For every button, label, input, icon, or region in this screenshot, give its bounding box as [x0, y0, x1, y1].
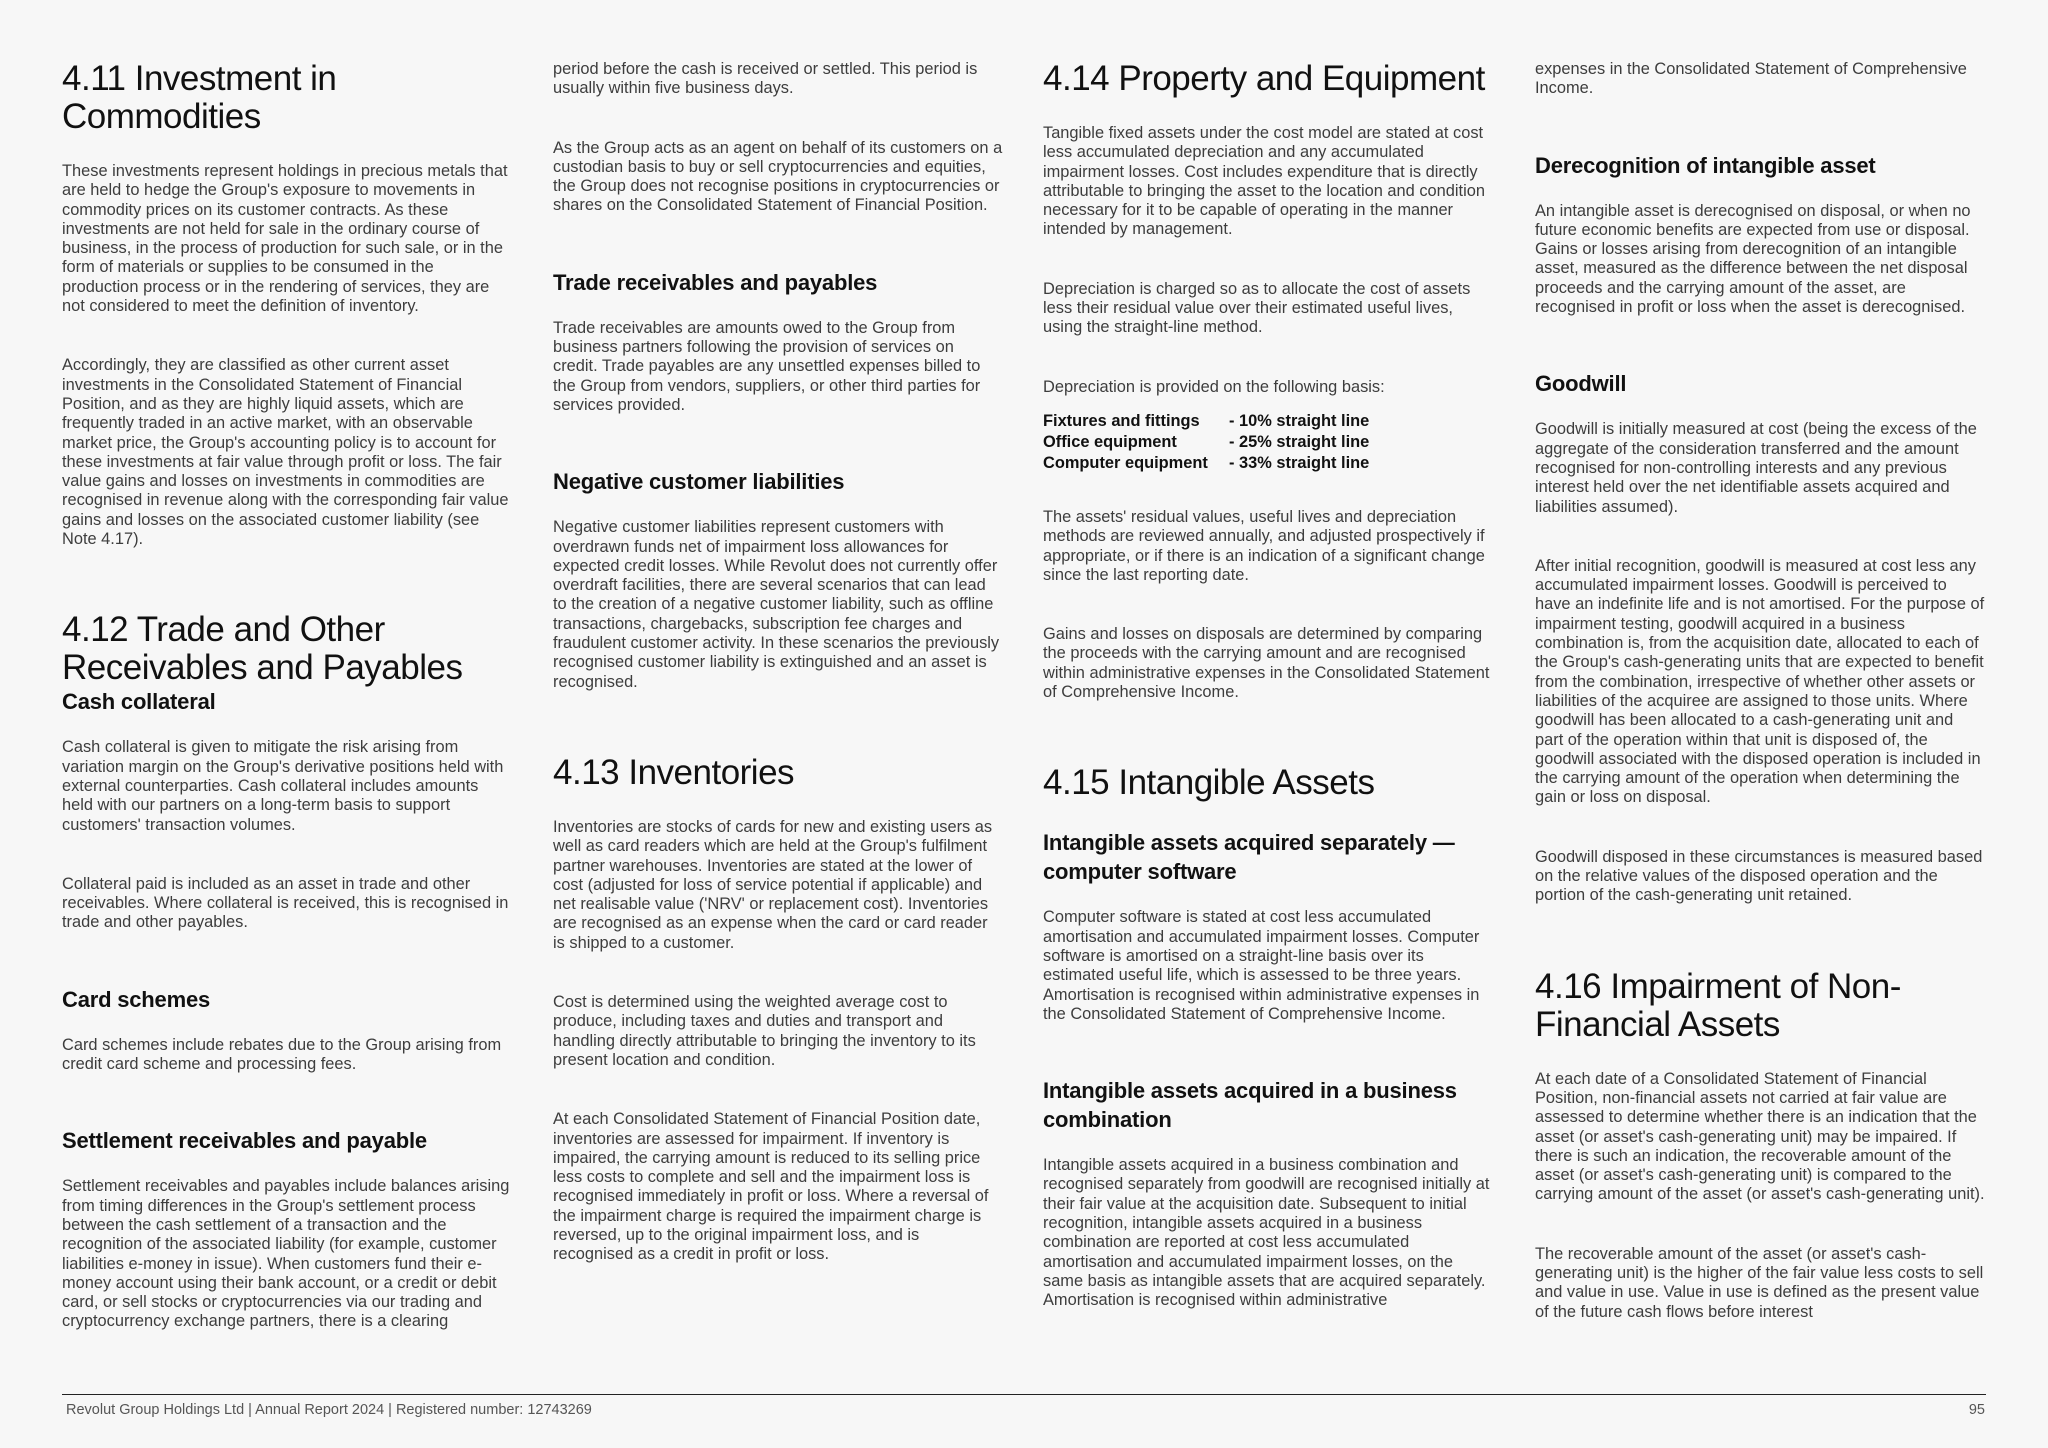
- paragraph: At each date of a Consolidated Statement of Financial Position, non-financial assets not carried at fair value are assessed to determine whether there is an indication that the asset (or asset's cash-generating unit) may be impaired. If there is such an indication, the recoverable amount of the asset (or asset's cash-generating unit) is compared to the carrying amount of the asset (or asset's cash-generating unit).: [1535, 1069, 1985, 1204]
- section-heading-4-13: 4.13 Inventories: [553, 752, 795, 792]
- paragraph: After initial recognition, goodwill is measured at cost less any accumulated impairment losses. Goodwill is perceived to have an indefinite life and is not amortised. For the purpose of impairment testing, goodwill acquired in a business combination is, from the acquisition date, allocated to each of the Group's cash-generating units that are expected to benefit from the combination, irrespective of whether other assets or liabilities of the acquiree are assigned to those units. Where goodwill has been allocated to a cash-generating unit and part of the operation within that unit is disposed of, the goodwill associated with the disposed operation is included in the carrying amount of the operation when determining the gain or loss on disposal.: [1535, 556, 1985, 807]
- paragraph: As the Group acts as an agent on behalf of its customers on a custodian basis to buy or sell cryptocurrencies and equities, the Group does not recognise positions in cryptocurrencies or shares on the Consolidated Statement of Financial Position.: [553, 138, 1003, 215]
- subheading-derecognition: Derecognition of intangible asset: [1535, 152, 1876, 178]
- paragraph: Depreciation is provided on the following basis:: [1043, 377, 1385, 396]
- table-row: [1043, 453, 1369, 474]
- paragraph: Goodwill disposed in these circumstances is measured based on the relative values of the disposed operation and the portion of the cash-generating unit retained.: [1535, 847, 1983, 905]
- column-3: [1043, 60, 1493, 1311]
- asset-class: Office equipment: [1043, 432, 1177, 451]
- paragraph: Cost is determined using the weighted average cost to produce, including taxes and duties and transport and handling directly attributable to bringing the inventory to its present location and condition.: [553, 993, 976, 1069]
- paragraph: Computer software is stated at cost less accumulated amortisation and accumulated impairment losses. Computer software is amortised on a straight-line basis over its estimated useful life, which is assessed to be three years. Amortisation is recognised within administrative expenses in the Consolidated Statement of Comprehensive Income.: [1043, 908, 1480, 1023]
- paragraph: The assets' residual values, useful lives and depreciation methods are reviewed annually, and adjusted prospectively if appropriate, or if there is an indication of a significant change since the last reporting date.: [1043, 507, 1485, 584]
- paragraph: These investments represent holdings in precious metals that are held to hedge the Group's exposure to movements in commodity prices on its customer contracts. As these investments are not held for sale in the ordinary course of business, in the process of production for such sale, or in the form of materials or supplies to be consumed in the production process or in the rendering of services, they are not considered to meet the definition of inventory.: [62, 162, 508, 316]
- table-row: [1043, 411, 1369, 432]
- section-heading-4-11: 4.11 Investment in Commodities: [62, 59, 337, 136]
- paragraph: Accordingly, they are classified as other current asset investments in the Consolidated Statement of Financial Position, and as they are highly liquid assets, which are frequently traded in an active market, with an observable market price, the Group's accounting policy is to account for these investments at fair value through profit or loss. The fair value gains and losses on investments in commodities are recognised in revenue along with the corresponding fair value gains and losses on the associated customer liability (see Note 4.17).: [62, 356, 509, 549]
- paragraph: Depreciation is charged so as to allocate the cost of assets less their residual value over their estimated useful lives, using the straight-line method.: [1043, 279, 1471, 337]
- section-heading-4-12: 4.12 Trade and Other Receivables and Payables: [62, 610, 463, 688]
- column-1: [62, 60, 512, 1332]
- column-4: [1535, 60, 1985, 1322]
- asset-class: Fixtures and fittings: [1043, 411, 1200, 430]
- paragraph: Inventories are stocks of cards for new and existing users as well as card readers which are held at the Group's fulfilment partner warehouses. Inventories are stated at the lower of cost (adjusted for loss of service potential if applicable) and net realisable value ('NRV' or replacement cost). Inventories are recognised as an expense when the card or card reader is shipped to a customer.: [553, 817, 993, 952]
- paragraph: The recoverable amount of the asset (or asset's cash-generating unit) is the higher of the fair value less costs to sell and value in use. Value in use is defined as the present value of the future cash flows before interest: [1535, 1244, 1984, 1321]
- depreciation-rate: - 33% straight line: [1229, 453, 1370, 472]
- paragraph: Tangible fixed assets under the cost model are stated at cost less accumulated depreciation and any accumulated impairment losses. Cost includes expenditure that is directly attributable to bringing the asset to the location and condition necessary for it to be capable of operating in the manner intended by management.: [1043, 124, 1485, 239]
- section-heading-4-16: 4.16 Impairment of Non-Financial Assets: [1535, 966, 1901, 1044]
- paragraph: Negative customer liabilities represent customers with overdrawn funds net of impairment loss allowances for expected credit losses. While Revolut does not currently offer overdraft facilities, there are several scenarios that can lead to the creation of a negative customer liability, such as offline transactions, chargebacks, subscription fee charges and fraudulent customer activity. In these scenarios the previously recognised customer liability is extinguished and an asset is recognised.: [553, 518, 1000, 691]
- paragraph: period before the cash is received or settled. This period is usually within five business days.: [553, 60, 978, 98]
- subheading-goodwill: Goodwill: [1535, 371, 1627, 397]
- subheading-negative-liabilities: Negative customer liabilities: [553, 469, 845, 495]
- subheading-trade-receivables: Trade receivables and payables: [553, 269, 878, 295]
- paragraph: An intangible asset is derecognised on disposal, or when no future economic benefits are expected from use or disposal. Gains or losses arising from derecognition of an intangible asset, measured as the difference between the net disposal proceeds and the carrying amount of the asset, are recognised in profit or loss when the asset is derecognised.: [1535, 201, 1971, 317]
- paragraph: Card schemes include rebates due to the Group arising from credit card scheme and processing fees.: [62, 1035, 502, 1074]
- subheading-settlement: Settlement receivables and payable: [62, 1128, 427, 1154]
- asset-class: Computer equipment: [1043, 453, 1208, 472]
- paragraph: Trade receivables are amounts owed to the Group from business partners following the provision of services on credit. Trade payables are any unsettled expenses billed to the Group from vendors, suppliers, or other third parties for services provided.: [553, 318, 981, 414]
- paragraph: Settlement receivables and payables include balances arising from timing differences in the Group's settlement process between the cash settlement of a transaction and the recognition of the associated liability (for example, customer liabilities e-money in issue). When customers fund their e-money account using their bank account, or a credit or debit card, or sell stocks or cryptocurrencies via our trading and cryptocurrency exchange partners, there is a clearing: [62, 1177, 510, 1331]
- section-heading-4-15: 4.15 Intangible Assets: [1043, 763, 1375, 803]
- paragraph: Collateral paid is included as an asset in trade and other receivables. Where collateral is received, this is recognised in trade and other payables.: [62, 874, 509, 932]
- subheading-business-combination: Intangible assets acquired in a business combination: [1043, 1078, 1457, 1133]
- paragraph: Cash collateral is given to mitigate the risk arising from variation margin on the Group's derivative positions held with external counterparties. Cash collateral includes amounts held with our partners on a long-term basis to support customers' transaction volumes.: [62, 738, 504, 834]
- subheading-acquired-separately: Intangible assets acquired separately — computer software: [1043, 830, 1455, 885]
- footer-divider: [62, 1394, 1986, 1395]
- paragraph: At each Consolidated Statement of Financial Position date, inventories are assessed for impairment. If inventory is impaired, the carrying amount is reduced to its selling price less costs to complete and sell and the impairment loss is recognised immediately in profit or loss. Where a reversal of the impairment charge is required the impairment charge is reversed, up to the original impairment loss, and is recognised as a credit in profit or loss.: [553, 1110, 989, 1264]
- depreciation-rate: - 10% straight line: [1229, 411, 1370, 430]
- paragraph: Gains and losses on disposals are determined by comparing the proceeds with the carrying amount and are recognised within administrative expenses in the Consolidated Statement of Comprehensive Income.: [1043, 625, 1490, 702]
- depreciation-rate: - 25% straight line: [1229, 432, 1370, 451]
- paragraph: Intangible assets acquired in a business combination and recognised separately from goodwill are recognised initially at their fair value at the acquisition date. Subsequent to initial recognition, intangible assets acquired in a business combination are reported at cost less accumulated amortisation and accumulated impairment losses, on the same basis as intangible assets that are acquired separately. Amortisation is recognised within administrative: [1043, 1156, 1490, 1310]
- footer-text: Revolut Group Holdings Ltd | Annual Report 2024 | Registered number: 12743269: [66, 1402, 592, 1418]
- subheading-card-schemes: Card schemes: [62, 986, 211, 1012]
- page-number: 95: [1968, 1402, 1985, 1418]
- table-row: [1043, 432, 1369, 453]
- paragraph: expenses in the Consolidated Statement of Comprehensive Income.: [1535, 60, 1967, 98]
- paragraph: Goodwill is initially measured at cost (being the excess of the aggregate of the consideration transferred and the amount recognised for non-controlling interests and any previous interest held over the net identifiable assets acquired and liabilities assumed).: [1535, 420, 1977, 516]
- subheading-cash-collateral: Cash collateral: [62, 689, 216, 715]
- depreciation-rates-table: [1043, 411, 1369, 474]
- column-2: [553, 60, 1003, 1265]
- section-heading-4-14: 4.14 Property and Equipment: [1043, 59, 1485, 98]
